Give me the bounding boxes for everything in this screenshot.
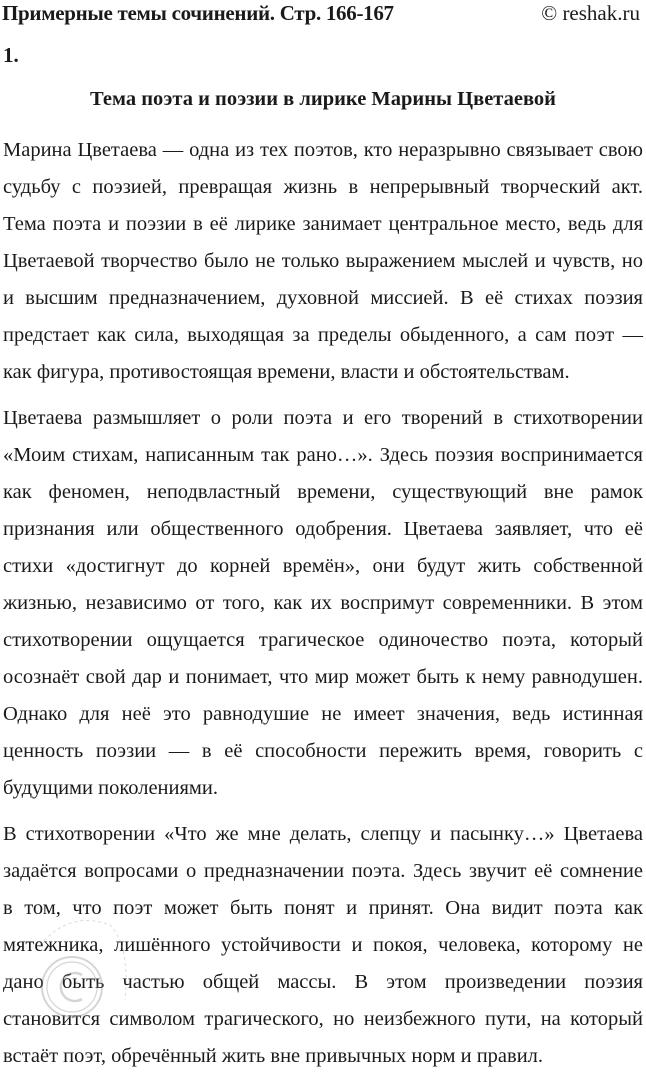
text-line: дано быть частью общей массы. В этом произведении поэзия [3, 971, 643, 993]
text-line: Однако для неё это равнодушие не имеет значения, ведь истинная [3, 703, 643, 725]
text-line: в том, что поэт может быть понят и принят. Она видит поэта как [3, 897, 643, 919]
text-line: становится символом трагического, но неизбежного пути, на который [3, 1008, 643, 1030]
essay-paragraph-2 [3, 400, 643, 807]
essay-body [3, 132, 643, 1084]
text-line: мятежника, лишённого устойчивости и покоя, человека, которому не [3, 934, 643, 956]
text-line: Марина Цветаева — одна из тех поэтов, кто неразрывно связывает свою [3, 139, 643, 161]
text-line: и высшим предназначением, духовной миссией. В её стихах поэзия [3, 287, 643, 309]
essay-paragraph-1 [3, 132, 643, 391]
text-line: Цветаева размышляет о роли поэта и его творений в стихотворении [3, 407, 643, 429]
text-line: предстает как сила, выходящая за пределы обыденного, а сам поэт — [3, 324, 643, 346]
text-line: «Моим стихам, написанным так рано…». Здесь поэзия воспринимается [3, 444, 643, 466]
text-line: ценность поэзии — в её способности пережить время, говорить с [3, 740, 643, 762]
page-header [0, 0, 646, 30]
essay-title: Тема поэта и поэзии в лирике Марины Цветаевой [90, 88, 556, 110]
text-line: осознаёт свой дар и понимает, что мир может быть к нему равнодушен. [3, 666, 643, 688]
text-line: жизнью, независимо от того, как их воспримут современники. В этом [3, 592, 643, 614]
text-line: стихотворении ощущается трагическое одиночество поэта, который [3, 629, 643, 651]
site-credit: © reshak.ru [541, 1, 640, 25]
essay-paragraph-3 [3, 816, 643, 1075]
text-line: В стихотворении «Что же мне делать, слепцу и пасынку…» Цветаева [3, 823, 643, 845]
text-line: как феномен, неподвластный времени, существующий вне рамок [3, 481, 643, 503]
page-header-title: Примерные темы сочинений. Стр. 166-167 [2, 1, 394, 25]
text-line: судьбу с поэзией, превращая жизнь в непрерывный творческий акт. [3, 176, 643, 198]
text-line: задаётся вопросами о предназначении поэта. Здесь звучит её сомнение [3, 860, 643, 882]
text-line: будущими поколениями. [3, 777, 218, 799]
text-line: встаёт поэт, обречённый жить вне привычных норм и правил. [3, 1045, 544, 1067]
text-line: признания или общественного одобрения. Цветаева заявляет, что её [3, 518, 643, 540]
text-line: Цветаевой творчество было не только выражением мыслей и чувств, но [3, 250, 643, 272]
text-line: стихи «достигнут до корней времён», они будут жить собственной [3, 555, 643, 577]
text-line: Тема поэта и поэзии в её лирике занимает центральное место, ведь для [3, 213, 643, 235]
text-line: как фигура, противостоящая времени, власти и обстоятельствам. [3, 361, 570, 383]
task-number: 1. [3, 43, 19, 67]
